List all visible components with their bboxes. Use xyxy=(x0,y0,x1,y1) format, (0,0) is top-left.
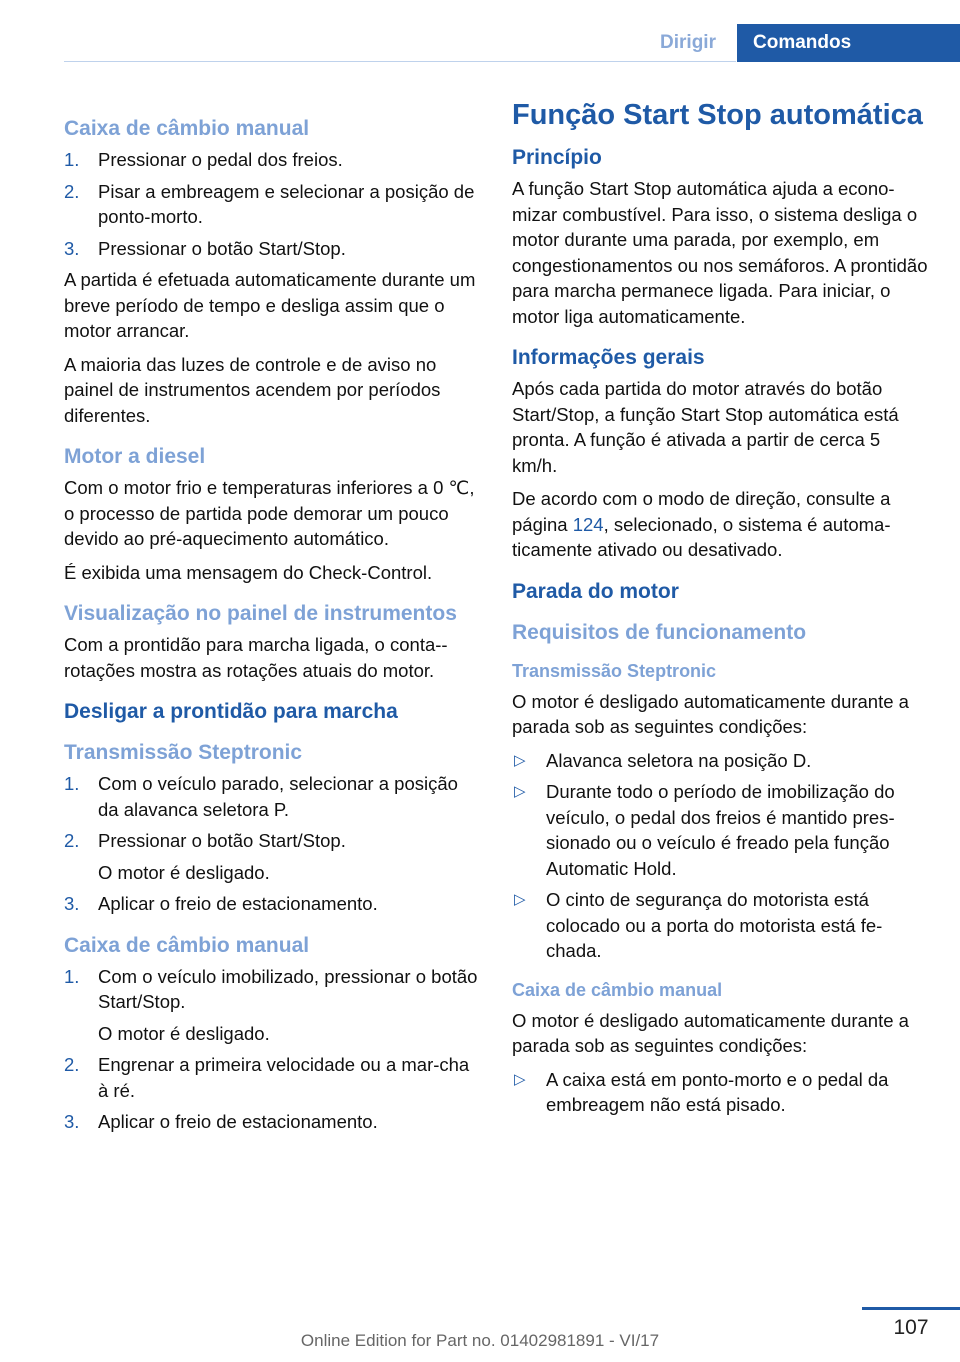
step-subtext: O motor é desligado. xyxy=(98,861,270,883)
triangle-bullet-icon: ▷ xyxy=(514,891,526,908)
heading-funcao-start-stop: Função Start Stop automática xyxy=(512,99,923,131)
heading-informacoes-gerais: Informações gerais xyxy=(512,346,705,369)
heading-transmissao-steptronic: Transmissão Steptronic xyxy=(64,741,303,764)
heading-principio: Princípio xyxy=(512,146,602,169)
step-text: Pressionar o botão Start/Stop. xyxy=(98,237,346,259)
step-text: Com o veículo parado, selecionar a posição da alavanca seletora P. xyxy=(98,773,458,820)
list-item xyxy=(64,828,480,885)
page-number: 107 xyxy=(862,1307,960,1340)
left-column xyxy=(64,100,480,1141)
step-number: 2. xyxy=(64,1054,80,1075)
header-rule xyxy=(64,61,736,62)
step-text: Pressionar o pedal dos freios. xyxy=(98,149,343,170)
section-tab-dirigir: Dirigir xyxy=(660,32,716,53)
list-item xyxy=(64,236,480,262)
triangle-bullet-icon: ▷ xyxy=(514,1070,526,1088)
manual-stop-steps xyxy=(64,964,480,1135)
chapter-tab-comandos xyxy=(737,24,960,62)
step-number: 3. xyxy=(64,237,80,259)
step-text: Aplicar o freio de estacionamento. xyxy=(98,1111,378,1132)
paragraph: O motor é desligado automaticamente durante a parada sob as seguintes condições: xyxy=(512,1009,909,1056)
item-text: Alavanca seletora na posição D. xyxy=(546,749,812,771)
heading-requisitos: Requisitos de funcionamento xyxy=(512,620,807,644)
chapter-label: Comandos xyxy=(753,32,852,53)
triangle-bullet-icon: ▷ xyxy=(514,751,526,769)
manual-start-steps xyxy=(64,147,480,261)
heading-transmissao-steptronic: Transmissão Steptronic xyxy=(512,660,717,681)
paragraph-modo xyxy=(512,486,928,563)
right-column xyxy=(512,100,928,1124)
list-item xyxy=(64,771,480,822)
list-item xyxy=(64,1109,480,1135)
step-text: Pisar a embreagem e selecionar a posição de ponto-morto. xyxy=(98,180,475,227)
text: , selecionado, o sistema é automa-ticamente ativado ou desativado. xyxy=(512,513,891,560)
step-number: 2. xyxy=(64,180,80,202)
step-text: Engrenar a primeira velocidade ou a mar-cha à ré. xyxy=(98,1054,470,1101)
step-subtext: O motor é desligado. xyxy=(98,1022,270,1044)
step-number: 2. xyxy=(64,830,80,851)
list-item xyxy=(64,964,480,1047)
page-header xyxy=(0,0,960,62)
list-item xyxy=(512,779,928,881)
steptronic-conditions xyxy=(512,748,928,964)
list-item xyxy=(512,1067,928,1118)
heading-visualizacao: Visualização no painel de instrumentos xyxy=(64,602,457,625)
paragraph: O motor é desligado automaticamente durante a parada sob as seguintes condições: xyxy=(512,690,909,737)
manual-conditions xyxy=(512,1067,928,1118)
paragraph: A partida é efetuada automaticamente durante um breve período de tempo e desliga assim que o motor arrancar. xyxy=(64,269,476,341)
heading-motor-diesel: Motor a diesel xyxy=(64,445,206,468)
list-item xyxy=(512,748,928,774)
item-text: Durante todo o período de imobilização do veículo, o pedal dos freios é mantido pres-sionado ou o veículo é freado pela função Automatic Hold. xyxy=(546,781,895,879)
paragraph: Com o motor frio e temperaturas inferiores a 0 ℃, o processo de partida pode demorar um pouco devido ao pré-aquecimento automático. xyxy=(64,477,475,549)
paragraph: A maioria das luzes de controle e de aviso no painel de instrumentos acendem por períodos diferentes. xyxy=(64,353,441,426)
step-number: 3. xyxy=(64,1111,80,1132)
step-text: Pressionar o botão Start/Stop. xyxy=(98,830,346,851)
text: De acordo com o modo de direção, consulte a página xyxy=(512,488,891,535)
step-number: 1. xyxy=(64,149,80,170)
steptronic-steps xyxy=(64,771,480,917)
list-item xyxy=(512,887,928,964)
heading-caixa-manual: Caixa de câmbio manual xyxy=(512,979,723,1000)
paragraph: Após cada partida do motor através do botão Start/Stop, a função Start Stop automática está pronta. A função é ativada a partir de cerca 5 km/h. xyxy=(512,378,899,476)
step-text: Aplicar o freio de estacionamento. xyxy=(98,893,378,914)
step-number: 3. xyxy=(64,893,80,914)
page-link[interactable]: 124 xyxy=(572,513,604,535)
item-text: O cinto de segurança do motorista está colocado ou a porta do motorista está fe-chada. xyxy=(546,889,883,961)
heading-caixa-manual: Caixa de câmbio manual xyxy=(64,117,310,140)
list-item xyxy=(64,891,480,917)
item-text: A caixa está em ponto-morto e o pedal da embreagem não está pisado. xyxy=(546,1068,889,1115)
heading-caixa-manual-2: Caixa de câmbio manual xyxy=(64,933,310,957)
triangle-bullet-icon: ▷ xyxy=(514,783,526,800)
list-item xyxy=(64,1052,480,1103)
paragraph: É exibida uma mensagem do Check-Control. xyxy=(64,561,433,583)
paragraph: A função Start Stop automática ajuda a econo-mizar combustível. Para isso, o sistema desliga o motor durante uma parada, por exemplo, em congestionamentos ou nos semáforos. A prontidão para marcha permanece ligada. Para iniciar, o motor liga automaticamente. xyxy=(512,178,928,327)
step-text: Com o veículo imobilizado, pressionar o botão Start/Stop. xyxy=(98,965,478,1012)
step-number: 1. xyxy=(64,965,80,987)
paragraph: Com a prontidão para marcha ligada, o conta--rotações mostra as rotações atuais do motor. xyxy=(64,634,448,681)
list-item xyxy=(64,179,480,230)
footer-edition: Online Edition for Part no. 01402981891 - VI/17 xyxy=(300,1331,660,1350)
heading-desligar: Desligar a prontidão para marcha xyxy=(64,700,398,723)
list-item xyxy=(64,147,480,173)
heading-parada-motor: Parada do motor xyxy=(512,579,679,603)
step-number: 1. xyxy=(64,773,80,794)
